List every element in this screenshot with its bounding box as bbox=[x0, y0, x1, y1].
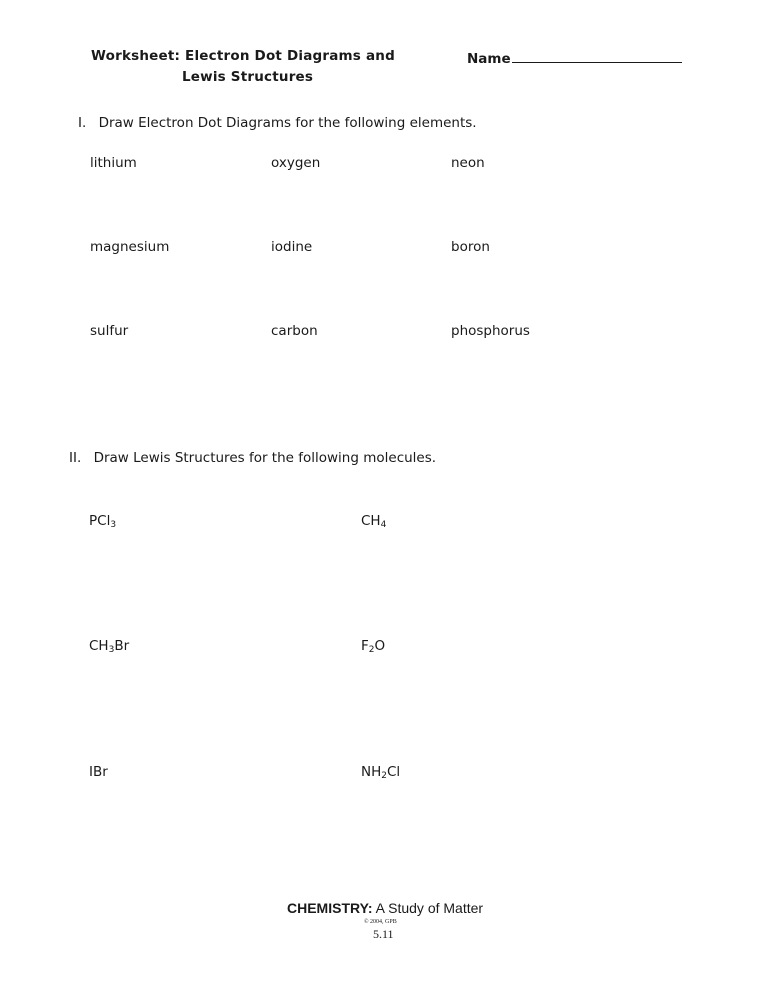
molecule-item: $NH_2Cl$ bbox=[361, 764, 401, 781]
element-item: sulfur bbox=[90, 323, 129, 339]
footer-copyright: © 2004, GPB bbox=[364, 919, 397, 925]
element-item: lithium bbox=[90, 155, 137, 171]
element-item: magnesium bbox=[90, 239, 170, 255]
molecule-item: $CH_3Br$ bbox=[89, 638, 130, 655]
section-1-instruction: Draw Electron Dot Diagrams for the following elements. bbox=[98, 115, 477, 131]
name-label: Name bbox=[467, 51, 511, 67]
section-1-number: I. bbox=[78, 115, 87, 131]
element-item: neon bbox=[451, 155, 485, 171]
element-item: phosphorus bbox=[451, 323, 530, 339]
molecule-item: PCl$_3$ bbox=[89, 513, 117, 530]
name-blank-line[interactable] bbox=[512, 48, 682, 63]
element-item: iodine bbox=[271, 239, 313, 255]
footer-brand-bold: CHEMISTRY: bbox=[287, 900, 373, 916]
section-2-heading bbox=[69, 450, 436, 466]
footer-brand-rest: A Study of Matter bbox=[372, 900, 484, 916]
footer-brand bbox=[287, 900, 483, 916]
element-item: oxygen bbox=[271, 155, 321, 171]
name-field[interactable] bbox=[467, 48, 682, 67]
page-number: 5.11 bbox=[373, 927, 394, 941]
worksheet-title-line1: Worksheet: Electron Dot Diagrams and bbox=[91, 48, 395, 64]
section-2-number: II. bbox=[69, 450, 82, 466]
element-item: carbon bbox=[271, 323, 318, 339]
section-2-instruction: Draw Lewis Structures for the following molecules. bbox=[93, 450, 437, 466]
element-item: boron bbox=[451, 239, 490, 255]
section-1-heading bbox=[78, 115, 477, 131]
worksheet-title-line2: Lewis Structures bbox=[182, 69, 314, 85]
molecule-item: $F_2O$ bbox=[361, 638, 386, 655]
molecule-item: IBr bbox=[89, 764, 108, 780]
molecule-item: $CH_4$ bbox=[361, 513, 387, 530]
